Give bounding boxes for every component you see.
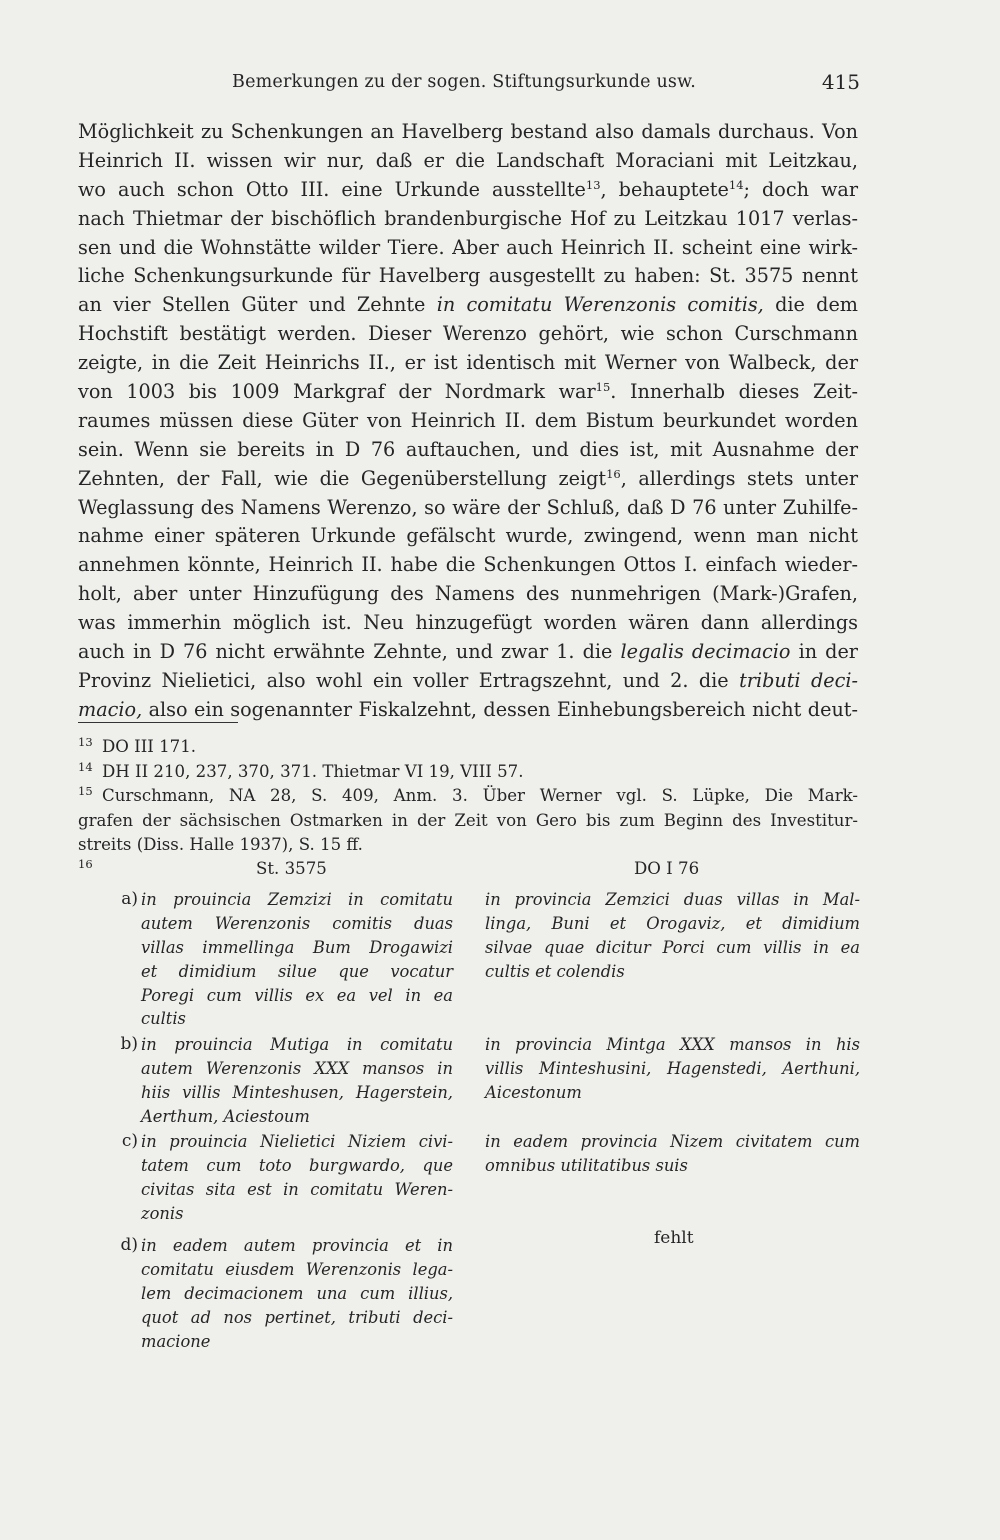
body-line: wo auch schon Otto III. eine Urkunde ausstellte$^{13}$, behauptete$^{14}$; doch war (78, 177, 859, 201)
body-line: sein. Wenn sie bereits in D 76 auftauchen, und dies ist, mit Ausnahme der (78, 437, 858, 461)
footnote-15-cont: streits (Diss. Halle 1937), S. 15 ff. (78, 835, 363, 854)
footnote-ref-13[interactable]: 13 (585, 177, 601, 192)
body-line: holt, aber unter Hinzufügung des Namens des nunmehrigen (Mark-)Grafen, (78, 582, 858, 606)
right-column-text: in eadem provincia Nizem civitatem cum omnibus utilitatibus suis (485, 1132, 860, 1175)
footnote-15: 15 Curschmann, NA 28, S. 409, Anm. 3. Über Werner vgl. S. Lüpke, Die Mark- (78, 784, 858, 805)
body-line: an vier Stellen Güter und Zehnte in comitatu Werenzonis comitis, die dem (78, 293, 858, 317)
body-line: was immerhin möglich ist. Neu hinzugefügt worden wären dann allerdings (78, 611, 858, 635)
latin-term: legalis decimacio (620, 640, 791, 664)
body-line: annehmen könnte, Heinrich II. habe die Schenkungen Ottos I. einfach wieder- (78, 553, 858, 577)
body-text (78, 118, 858, 725)
body-line: Provinz Nielietici, also wohl ein voller Ertragszehnt, und 2. die tributi deci- (78, 668, 858, 692)
footnote-13: 13 DO III 171. (78, 735, 197, 756)
body-line: nach Thietmar der bischöflich brandenburgische Hof zu Leitzkau 1017 verlas- (78, 206, 858, 230)
left-column-text: in prouincia Nielietici Niziem civi- tatem cum toto burgwardo, que civitas sita est in comitatu Weren- zonis (141, 1132, 453, 1223)
comparison-heading-right: DO I 76 (634, 859, 700, 878)
footnote-14: 14 DH II 210, 237, 370, 371. Thietmar VI 19, VIII 57. (78, 759, 524, 781)
body-line: zeigte, in die Zeit Heinrichs II., er ist identisch mit Werner von Walbeck, der (78, 351, 858, 375)
body-line: liche Schenkungsurkunde für Havelberg ausgestellt zu haben: St. 3575 nennt (78, 264, 858, 288)
footnote-ref-16[interactable]: 16 (606, 466, 621, 481)
body-line: Hochstift bestätigt werden. Dieser Werenzo gehört, wie schon Curschmann (78, 322, 858, 346)
right-column-text: in provincia Mintga XXX mansos in his villis Minteshusini, Hagenstedi, Aerthuni, Aicestonum (485, 1035, 860, 1102)
body-line: Zehnten, der Fall, wie die Gegenüberstellung zeigt$^{16}$, allerdings stets unter (78, 466, 859, 490)
footnote-rule (78, 722, 238, 723)
row-label: d) (120, 1235, 138, 1255)
body-line: macio, also ein sogenannter Fiskalzehnt, dessen Einhebungsbereich nicht deut- (78, 697, 858, 721)
row-label: c) (121, 1131, 138, 1151)
body-line: von 1003 bis 1009 Markgraf der Nordmark war$^{15}$. Innerhalb dieses Zeit- (78, 380, 858, 404)
footnote-ref-15[interactable]: 15 (595, 380, 611, 395)
running-title: Bemerkungen zu der sogen. Stiftungsurkunde usw. (232, 72, 696, 92)
left-column-text: in prouincia Zemzizi in comitatu autem Werenzonis comitis duas villas immellinga Bum Drogawizi et dimidium silue que vocatur Poregi cum villis ex ea vel in ea cultis (141, 890, 453, 1029)
footnote-ref-14[interactable]: 14 (728, 177, 744, 192)
body-line: Heinrich II. wissen wir nur, daß er die Landschaft Moraciani mit Leitzkau, (78, 148, 858, 172)
body-line: Möglichkeit zu Schenkungen an Havelberg bestand also damals durchaus. Von (78, 120, 858, 143)
footnote-15-cont: grafen der sächsischen Ostmarken in der Zeit von Gero bis zum Beginn des Investitur- (78, 810, 858, 830)
page-number: 415 (821, 70, 860, 94)
body-line: nahme einer späteren Urkunde gefälscht wurde, zwingend, wenn man nicht (78, 524, 858, 548)
body-line: raumes müssen diese Güter von Heinrich II. dem Bistum beurkundet worden (78, 408, 858, 432)
body-line: sen und die Wohnstätte wilder Tiere. Aber auch Heinrich II. scheint eine wirk- (78, 235, 858, 259)
comparison-heading-left: 16 St. 3575 (78, 857, 327, 878)
body-line: Weglassung des Namens Werenzo, so wäre der Schluß, daß D 76 unter Zuhilfe- (78, 495, 858, 519)
right-column-text: in provincia Zemzici duas villas in Mal- linga, Buni et Orogaviz, et dimidium silvae quae dicitur Porci cum villis in ea cultis et colendis (485, 890, 860, 981)
left-column-text: in prouincia Mutiga in comitatu autem Werenzonis XXX mansos in hiis villis Minteshusen, Hagerstein, Aerthum, Aciestoum (141, 1035, 453, 1126)
body-line: auch in D 76 nicht erwähnte Zehnte, und zwar 1. die legalis decimacio in der (78, 640, 858, 664)
missing-note: fehlt (654, 1228, 694, 1248)
row-label: a) (121, 889, 138, 909)
row-label: b) (120, 1034, 138, 1054)
left-column-text: in eadem autem provincia et in comitatu eiusdem Werenzonis lega- lem decimacionem una cum illius, quot ad nos pertinet, tributi deci- macione (141, 1236, 453, 1351)
footnotes (78, 735, 858, 858)
